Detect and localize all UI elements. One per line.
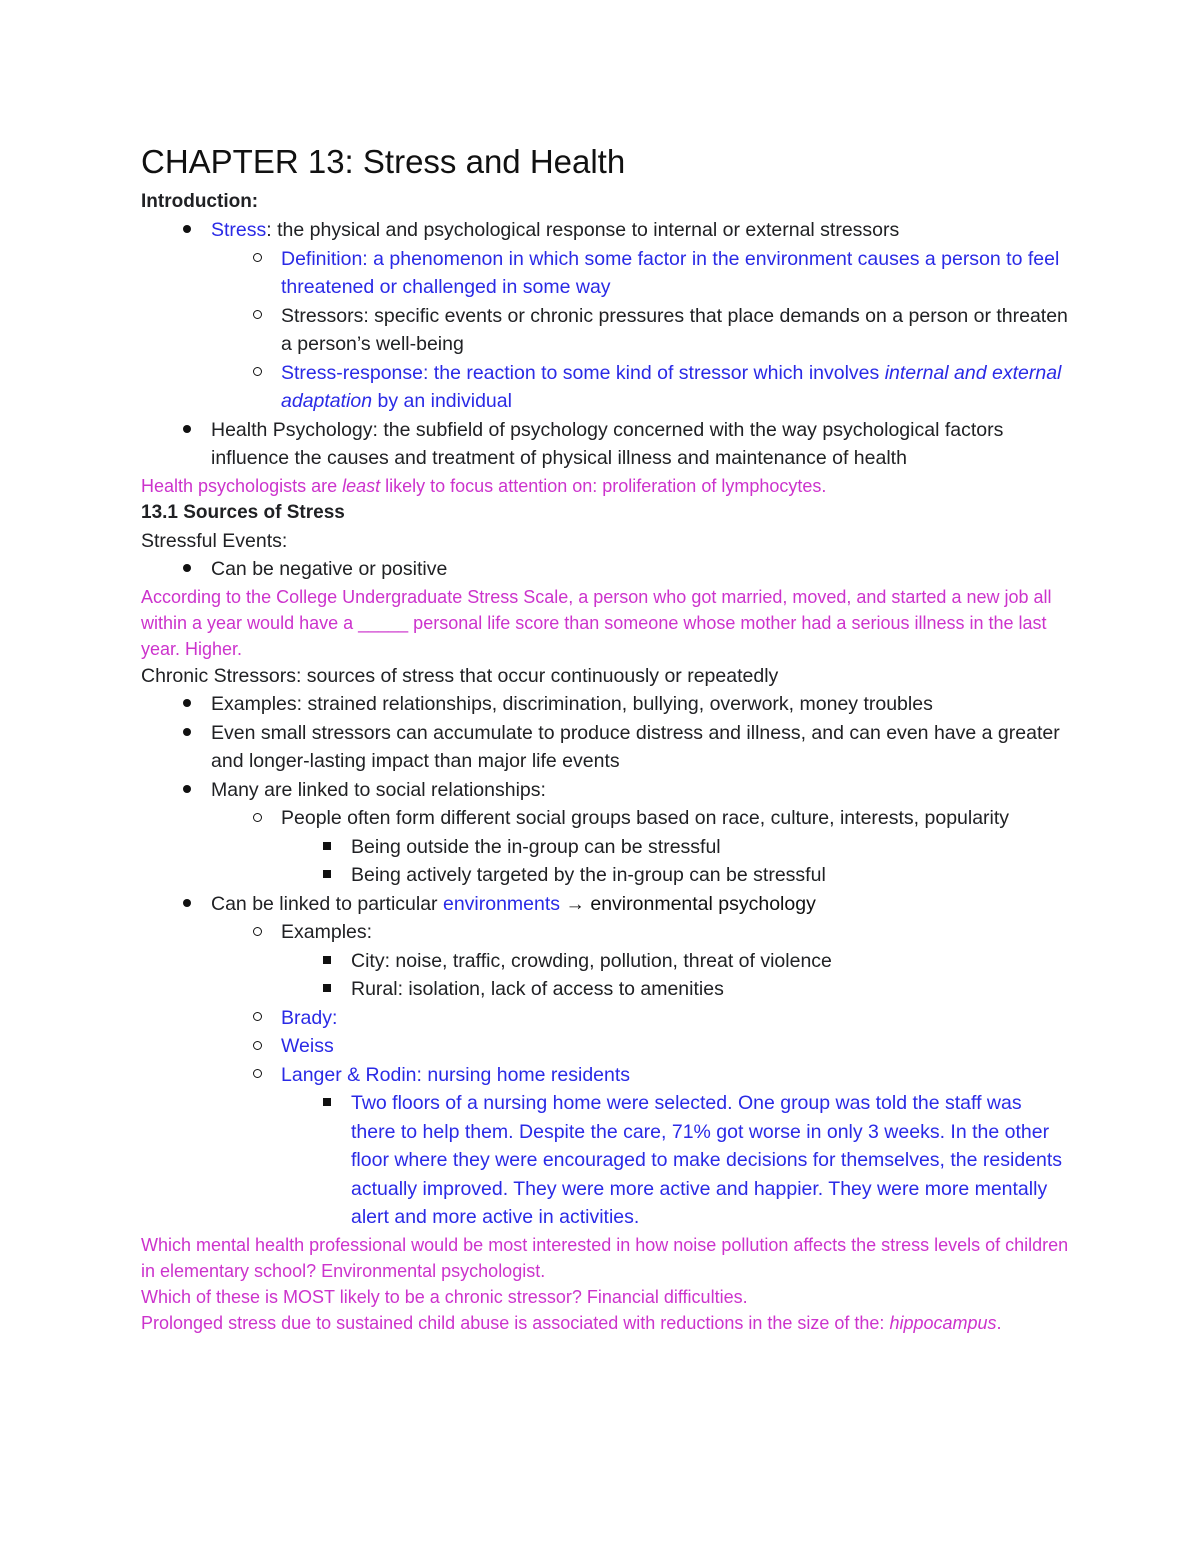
- list-item-text: Being outside the in-group can be stressful: [351, 835, 721, 858]
- health-psychology-text: Health Psychology: the subfield of psychology concerned with the way psychological factors influence the causes and treatment of physical illness and maintenance of health: [211, 418, 1004, 469]
- list-item: [211, 359, 1071, 416]
- stress-response-italic: internal and external adaptation: [281, 361, 1062, 412]
- stress-response-text: Stress-response: the reaction to some kind of stressor which involves: [281, 361, 885, 384]
- square-bullet-icon: [317, 833, 337, 862]
- question-italic: least: [342, 475, 381, 496]
- circle-bullet-icon: [247, 918, 267, 947]
- circle-bullet-icon: [247, 302, 267, 331]
- question-note: Which of these is MOST likely to be a chronic stressor? Financial difficulties.: [141, 1286, 748, 1307]
- chapter-title: CHAPTER 13: Stress and Health: [141, 143, 626, 180]
- question-italic: hippocampus: [889, 1312, 997, 1333]
- question-note: Which mental health professional would be most interested in how noise pollution affects the stress levels of children in elementary school? Environmental psychologist.: [141, 1234, 1069, 1281]
- list-item-text: People often form different social groups based on race, culture, interests, popularity: [281, 807, 1010, 829]
- disc-bullet-icon: [177, 690, 197, 719]
- list-item-text: Weiss: [281, 1035, 334, 1057]
- sub-list: [211, 918, 1071, 1232]
- sub-sub-list: [281, 833, 1071, 890]
- document-content: [141, 142, 1071, 1336]
- list-item: [281, 975, 1071, 1004]
- stress-response-end: by an individual: [372, 390, 512, 412]
- sub-list: [211, 245, 1071, 416]
- list-item: [141, 555, 1071, 584]
- question-text-end: likely to focus attention on: proliferation of lymphocytes.: [380, 475, 827, 496]
- disc-bullet-icon: [177, 555, 197, 584]
- stress-term: Stress: [211, 219, 267, 241]
- sub-sub-list: [281, 1089, 1071, 1232]
- list-item-text: Even small stressors can accumulate to produce distress and illness, and can even have a greater and longer-lasting impact than major life events: [211, 721, 1060, 772]
- list-item-text: Being actively targeted by the in-group can be stressful: [351, 864, 826, 886]
- intro-heading: Introduction:: [141, 191, 259, 212]
- list-item-text: Examples:: [281, 921, 373, 943]
- list-item: [211, 245, 1071, 302]
- list-item: [141, 890, 1071, 1232]
- list-item-text: Can be negative or positive: [211, 558, 448, 580]
- list-item: [141, 719, 1071, 776]
- environmental-psychology-text: → environmental psychology: [560, 892, 816, 915]
- chronic-list: [141, 690, 1071, 1232]
- definition-text: Definition: a phenomenon in which some factor in the environment causes a person to feel threatened or challenged in some way: [281, 247, 1060, 298]
- stressful-events-label: Stressful Events:: [141, 529, 288, 552]
- stress-definition: : the physical and psychological response to internal or external stressors: [266, 219, 900, 241]
- question-text: Health psychologists are: [141, 475, 343, 496]
- sub-list: [211, 804, 1071, 890]
- circle-bullet-icon: [247, 359, 267, 388]
- list-item-text: Can be linked to particular: [211, 892, 443, 915]
- list-item: [211, 1061, 1071, 1232]
- list-item-text: Brady:: [281, 1006, 338, 1029]
- list-item: [211, 302, 1071, 359]
- list-item-text: Two floors of a nursing home were selected. One group was told the staff was there to help them. Despite the care, 71% got worse in only 3 weeks. In the other floor where they were encouraged to make decisions for themselves, the residents actually improved. They were more active and happier. They were more mentally alert and more active in activities.: [351, 1092, 1063, 1228]
- list-item: [281, 861, 1071, 890]
- circle-bullet-icon: [247, 1061, 267, 1090]
- list-item-text: Langer & Rodin: nursing home residents: [281, 1063, 631, 1086]
- question-text: Prolonged stress due to sustained child abuse is associated with reductions in the size of the:: [141, 1312, 890, 1333]
- list-item: [141, 416, 1071, 473]
- list-item: [281, 947, 1071, 976]
- list-item: [141, 690, 1071, 719]
- list-item: [211, 918, 1071, 1004]
- question-note: [141, 1310, 1071, 1336]
- square-bullet-icon: [317, 861, 337, 890]
- square-bullet-icon: [317, 975, 337, 1004]
- circle-bullet-icon: [247, 245, 267, 274]
- list-item: [211, 1032, 1071, 1061]
- stressors-text: Stressors: specific events or chronic pressures that place demands on a person or threaten a person’s well-being: [281, 304, 1068, 355]
- list-item-text: City: noise, traffic, crowding, pollution, threat of violence: [351, 949, 832, 972]
- square-bullet-icon: [317, 947, 337, 976]
- list-item-text: Examples: strained relationships, discrimination, bullying, overwork, money troubles: [211, 693, 933, 715]
- list-item-text: Rural: isolation, lack of access to amenities: [351, 978, 724, 1000]
- disc-bullet-icon: [177, 416, 197, 445]
- list-item: [211, 1004, 1071, 1033]
- section-heading: 13.1 Sources of Stress: [141, 501, 345, 523]
- chronic-stressors-label: Chronic Stressors: sources of stress that occur continuously or repeatedly: [141, 664, 779, 687]
- environments-term: environments: [442, 892, 561, 915]
- list-item: [141, 216, 1071, 416]
- disc-bullet-icon: [177, 719, 197, 748]
- question-text-end: .: [996, 1312, 1002, 1333]
- square-bullet-icon: [317, 1089, 337, 1118]
- disc-bullet-icon: [177, 776, 197, 805]
- circle-bullet-icon: [247, 1032, 267, 1061]
- disc-bullet-icon: [177, 216, 197, 245]
- list-item: [211, 804, 1071, 890]
- events-list: [141, 555, 1071, 584]
- question-note: According to the College Undergraduate Stress Scale, a person who got married, moved, and started a new job all within a year would have a _____ personal life score than someone whose mother had a serious illness in the last year. Higher.: [141, 586, 1052, 659]
- list-item-text: Many are linked to social relationships:: [211, 778, 546, 801]
- disc-bullet-icon: [177, 890, 197, 919]
- circle-bullet-icon: [247, 1004, 267, 1033]
- question-note: [141, 473, 1071, 499]
- list-item: [141, 776, 1071, 890]
- circle-bullet-icon: [247, 804, 267, 833]
- intro-list: [141, 216, 1071, 473]
- list-item: [281, 833, 1071, 862]
- list-item: [281, 1089, 1071, 1232]
- sub-sub-list: [281, 947, 1071, 1004]
